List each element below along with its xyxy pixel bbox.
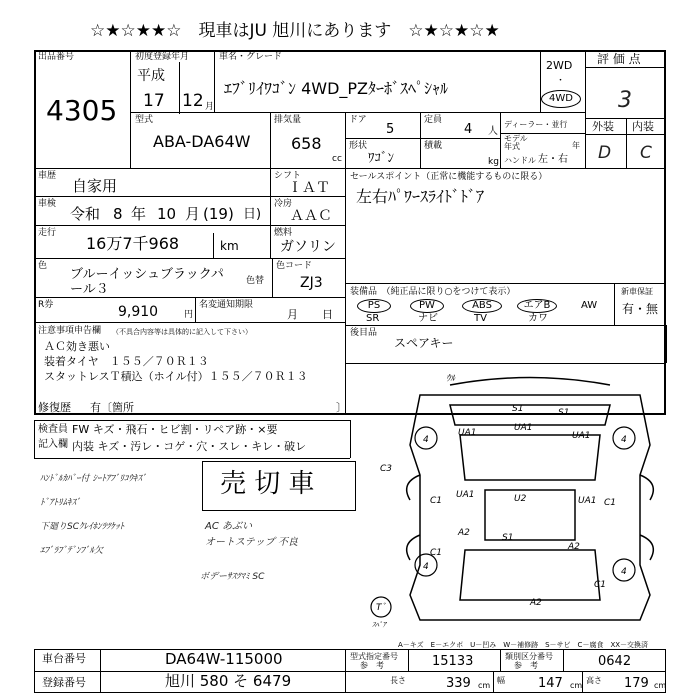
displacement-unit: cc xyxy=(332,154,342,164)
equipment-leather: カワ xyxy=(528,313,548,324)
inspector-note-2: ﾄﾞｱﾄﾘﾑｷｽﾞ xyxy=(40,498,81,508)
model-year-unit: 年 xyxy=(572,141,580,150)
diagram-mark: C1 xyxy=(604,498,617,508)
interior-label: 内装 xyxy=(632,120,654,133)
diagram-mark: 4 xyxy=(423,562,429,572)
ac-value: ＡＡＣ xyxy=(290,208,332,224)
inspection-month: 10 xyxy=(157,205,177,223)
notes-sublabel: （不具合内容等は具体的に記入して下さい） xyxy=(112,328,252,336)
diagram-mark: C1 xyxy=(594,580,607,590)
registration-month: 12 xyxy=(182,91,204,111)
lot-label: 出品番号 xyxy=(38,52,75,62)
inspection-year-unit: 年 xyxy=(131,205,147,223)
capacity-label: 定員 xyxy=(424,115,443,125)
type-value: ABA-DA64W xyxy=(153,132,251,151)
memo-2: オートステップ 不良 xyxy=(205,537,298,548)
dims-length-label: 長さ xyxy=(390,676,406,685)
repair-label: 修復歴 xyxy=(38,401,71,414)
equipment-label: 装備品 （純正品に限り○をつけて表示） xyxy=(350,287,516,297)
shift-label: シフト xyxy=(274,171,302,181)
diagram-mark: C1 xyxy=(430,548,443,558)
category-label: 類別区分番号 xyxy=(505,652,553,661)
drive-2wd[interactable]: 2WD xyxy=(546,59,573,72)
doors-shape: ﾜｺﾞﾝ xyxy=(368,151,394,166)
mileage-unit: km xyxy=(220,239,239,253)
memo-1: AC あぶい xyxy=(205,521,253,532)
doors-value: 5 xyxy=(386,122,395,137)
dims-height-unit: cm xyxy=(654,681,667,690)
dims-height-label: 高さ xyxy=(586,676,602,685)
inspection-day: (19) xyxy=(203,205,234,223)
diagram-mark: 4 xyxy=(423,435,429,445)
deadline-day-unit: 日 xyxy=(322,308,333,321)
registration-label: 初度登録年月 xyxy=(135,52,190,62)
inspector-note-3: 下廻りSCｸﾚｲﾎﾝﾗﾂｹｯﾄ xyxy=(40,522,124,532)
header-title: ☆★☆★★☆ 現車はJU 旭川にあります ☆★☆★☆★ xyxy=(90,21,500,41)
plate-value: 旭川 580 そ 6479 xyxy=(165,672,292,690)
color-code-label: 色コード xyxy=(276,261,313,271)
new-car-warranty-label: 新車保証 xyxy=(621,287,653,296)
dims-height: 179 xyxy=(624,676,649,691)
diagram-mark: 4 xyxy=(621,567,627,577)
rating-label: 評 価 点 xyxy=(597,52,641,66)
recycle-label: R券 xyxy=(38,300,54,310)
damage-legend: A－キズ E－エクボ U－凹み W－補修跡 S－サビ C－腐食 XX－交換済 xyxy=(398,641,649,649)
ac-label: 冷房 xyxy=(274,199,293,209)
history-value: 自家用 xyxy=(72,177,118,195)
inspection-year: 8 xyxy=(113,205,123,223)
deadline-month-unit: 月 xyxy=(287,308,298,321)
chassis-label: 車台番号 xyxy=(42,652,86,665)
interior-rating: C xyxy=(640,143,652,163)
diagram-mark: S1 xyxy=(502,533,514,543)
equipment-navi: ナビ xyxy=(418,313,438,324)
recycle-unit: 円 xyxy=(184,310,194,320)
lot-number: 4305 xyxy=(46,94,118,127)
rear-seat-value: スペアキー xyxy=(394,336,454,350)
diagram-mark: 4 xyxy=(621,435,627,445)
load-label: 積載 xyxy=(424,141,443,151)
diagram-mark: C3 xyxy=(380,464,393,474)
load-unit: kg xyxy=(488,157,499,167)
inspector-label-2: 記入欄 xyxy=(38,439,68,450)
rating-score: 3 xyxy=(618,88,632,113)
fuel-label: 燃料 xyxy=(274,228,293,238)
memo-3: ボデーｻｽﾂﾏﾐ SC xyxy=(200,572,265,582)
model-label: 車名・グレード xyxy=(219,52,283,62)
diagram-mark: UA1 xyxy=(458,428,477,438)
diagram-mark: S1 xyxy=(558,408,570,418)
equipment-pw[interactable]: PW xyxy=(410,299,444,313)
equipment-abs[interactable]: ABS xyxy=(462,299,502,313)
sold-label: 売 切 車 xyxy=(220,469,315,499)
model-name: ｴﾌﾞﾘｲﾜｺﾞﾝ 4WD_PZﾀｰﾎﾞｽﾍﾟｼｬﾙ xyxy=(224,79,449,98)
diagram-mark: S1 xyxy=(512,404,524,414)
type-designation-value: 15133 xyxy=(432,654,474,669)
history-label: 車歴 xyxy=(38,171,57,181)
exterior-rating: D xyxy=(598,143,612,163)
registration-year: 17 xyxy=(143,91,165,111)
recycle-value: 9,910 xyxy=(118,304,159,320)
sales-point-value: 左右ﾊﾟﾜｰｽﾗｲﾄﾞﾄﾞｱ xyxy=(356,187,485,206)
diagram-mark: UA1 xyxy=(578,496,597,506)
fuel-value: ガソリン xyxy=(280,239,336,255)
dealer-label: ディーラー・並行 xyxy=(504,120,568,129)
car-damage-diagram xyxy=(372,365,670,635)
handle-value: 左・右 xyxy=(538,154,568,165)
capacity-value: 4 xyxy=(464,122,473,137)
inspection-day-unit: 日) xyxy=(243,207,262,222)
equipment-aw: AW xyxy=(581,300,598,311)
inspector-exterior: FW キズ・飛石・ヒビ割・リペア跡・×要 xyxy=(72,423,278,436)
diagram-mark: A2 xyxy=(530,598,542,608)
shift-value: ＩＡＴ xyxy=(288,180,330,196)
registration-month-unit: 月 xyxy=(205,102,215,112)
diagram-mark: ｽﾍﾟｱ xyxy=(372,621,386,629)
plate-label: 登録番号 xyxy=(42,676,86,689)
type-label: 型式 xyxy=(135,115,154,125)
dims-width-label: 幅 xyxy=(497,676,505,685)
diagram-mark: C1 xyxy=(430,496,443,506)
sales-point-label: セールスポイント（正常に機能するものに限る） xyxy=(350,172,548,182)
displacement-value: 658 xyxy=(291,134,322,153)
inspector-label-1: 検査員 xyxy=(38,424,68,435)
repair-close: 〕 xyxy=(336,401,347,414)
displacement-label: 排気量 xyxy=(274,115,302,125)
drive-4wd[interactable]: 4WD xyxy=(541,90,581,108)
diagram-mark: A2 xyxy=(568,542,580,552)
inspector-note-4: ｴﾌﾞﾗﾌﾞﾃﾞﾝﾌﾞﾙ欠 xyxy=(40,546,104,556)
notes-line-3: スタットレスＴ積込（ホイル付）１５５／７０Ｒ１３ xyxy=(44,370,308,383)
drive-dot: ・ xyxy=(556,76,566,86)
doors-label: ドア xyxy=(349,115,367,125)
diagram-mark: UA1 xyxy=(514,423,533,433)
dims-length: 339 xyxy=(446,676,471,691)
notes-line-2: 装着タイヤ １５５／７０Ｒ１３ xyxy=(44,355,209,368)
registration-era: 平成 xyxy=(137,68,165,84)
equipment-sr: SR xyxy=(366,313,380,324)
diagram-mark: Tﾞ xyxy=(376,603,386,613)
inspector-interior: 内装 キズ・汚レ・コゲ・穴・スレ・キレ・破レ xyxy=(72,440,307,453)
color-change-label: 色替 xyxy=(246,276,265,286)
notes-label: 注意事項申告欄 xyxy=(38,326,102,336)
color-value-line1: ブルーイッシュブラックパ xyxy=(70,267,224,282)
color-code-value: ZJ3 xyxy=(300,275,323,291)
exterior-label: 外装 xyxy=(592,120,614,133)
category-sub: 参 考 xyxy=(514,661,538,670)
new-car-warranty: 有・無 xyxy=(622,302,659,316)
notes-line-1: ＡＣ効き悪い xyxy=(44,340,110,353)
diagram-mark: UA1 xyxy=(572,431,591,441)
model-year-label-1: モデル xyxy=(504,134,528,143)
type-designation-label: 型式指定番号 xyxy=(350,652,398,661)
capacity-unit: 人 xyxy=(488,126,498,137)
diagram-mark: U2 xyxy=(514,494,527,504)
repair-value: 有〔箇所 xyxy=(90,401,134,414)
color-label: 色 xyxy=(38,261,48,271)
diagram-mark: UA1 xyxy=(456,490,475,500)
model-year-label-2: 年式 xyxy=(504,142,520,151)
mileage-label: 走行 xyxy=(38,228,57,238)
type-designation-sub: 参 考 xyxy=(360,661,384,670)
equipment-tv: TV xyxy=(474,313,487,324)
dims-width: 147 xyxy=(538,676,563,691)
inspector-note-1: ﾊﾝﾄﾞﾙｶﾊﾞｰ付 ｼｰﾄｱﾌﾞﾘｺｳｷｽﾞ xyxy=(40,474,147,484)
chassis-value: DA64W-115000 xyxy=(165,650,283,668)
diagram-mark: ｳﾙ xyxy=(446,374,456,384)
equipment-airbag[interactable]: エアB xyxy=(517,299,557,313)
inspection-month-unit: 月 xyxy=(185,205,201,223)
deadline-label: 名変通知期限 xyxy=(199,300,254,310)
diagram-mark: A2 xyxy=(458,528,470,538)
handle-label: ハンドル xyxy=(504,156,536,165)
color-value-line2: ール３ xyxy=(70,282,109,297)
doors-shape-label: 形状 xyxy=(349,141,368,151)
category-value: 0642 xyxy=(598,654,632,669)
dims-width-unit: cm xyxy=(570,681,583,690)
mileage-value: 16万7千968 xyxy=(86,234,180,253)
dims-length-unit: cm xyxy=(478,681,491,690)
equipment-ps[interactable]: PS xyxy=(357,299,391,313)
rear-seat-label: 後目品 xyxy=(350,328,378,338)
inspection-label: 車検 xyxy=(38,199,57,209)
inspection-era: 令和 xyxy=(70,205,101,223)
